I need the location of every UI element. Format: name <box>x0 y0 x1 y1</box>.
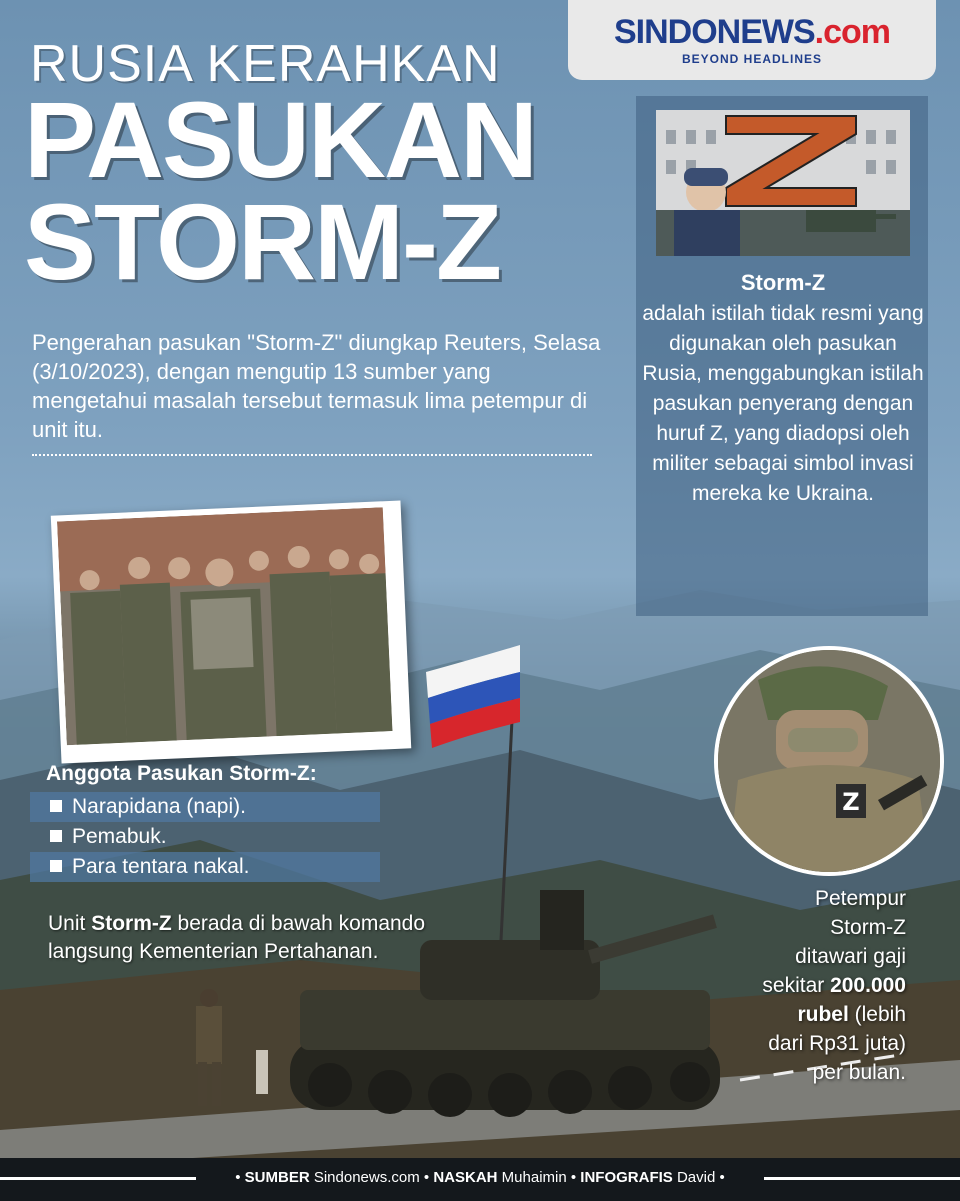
unit-command-text: Unit Storm-Z berada di bawah komando langsung Kementerian Pertahanan. <box>48 912 426 963</box>
member-item-3: Para tentara nakal. <box>30 852 380 882</box>
square-bullet-icon <box>50 860 62 872</box>
footer-line-right <box>764 1177 960 1180</box>
sindonews-logo <box>568 0 936 80</box>
square-bullet-icon <box>50 830 62 842</box>
title-line-3: STORM-Z <box>24 181 500 302</box>
logo-name: SINDONEWS <box>613 13 815 51</box>
group-photo-frame <box>51 500 411 763</box>
salary-text: Petempur Storm-Z ditawari gaji sekitar 200.000 rubel (lebih dari Rp31 juta) per bulan. <box>762 887 906 1084</box>
soldier-illustration <box>718 650 940 872</box>
logo-tagline: BEYOND HEADLINES <box>681 52 822 66</box>
credits-footer: • SUMBER Sindonews.com • NASKAH Muhaimin • INFOGRAFIS David • <box>0 1158 960 1201</box>
title-line-2: PASUKAN <box>24 79 537 200</box>
definition-term: Storm-Z <box>740 270 826 295</box>
soldier-photo <box>714 646 944 876</box>
z-patch-badge: Z <box>842 788 860 816</box>
footer-line-left <box>0 1177 196 1180</box>
group-photo <box>57 507 405 758</box>
dotted-divider <box>32 454 592 456</box>
soldiers-group-illustration <box>57 507 392 745</box>
intro-paragraph: Pengerahan pasukan "Storm-Z" diungkap Reuters, Selasa (3/10/2023), dengan mengutip 13 sumber yang mengetahui masalah tersebut termasuk lima petempur di unit itu. <box>32 330 601 442</box>
definition-text <box>642 268 924 509</box>
member-item-2: Pemabuk. <box>30 822 380 852</box>
z-building-photo <box>656 110 910 256</box>
member-item-1: Narapidana (napi). <box>30 792 380 822</box>
members-title: Anggota Pasukan Storm-Z: <box>46 762 317 785</box>
z-building-illustration <box>656 110 910 256</box>
definition-body: adalah istilah tidak resmi yang digunakan oleh pasukan Rusia, menggabungkan istilah pasukan penyerang dengan huruf Z, yang diadopsi oleh militer sebagai simbol invasi mereka ke Ukraina. <box>642 302 924 505</box>
logo-tld: .com <box>814 13 891 51</box>
title-line-1: RUSIA KERAHKAN <box>30 35 501 93</box>
square-bullet-icon <box>50 800 62 812</box>
